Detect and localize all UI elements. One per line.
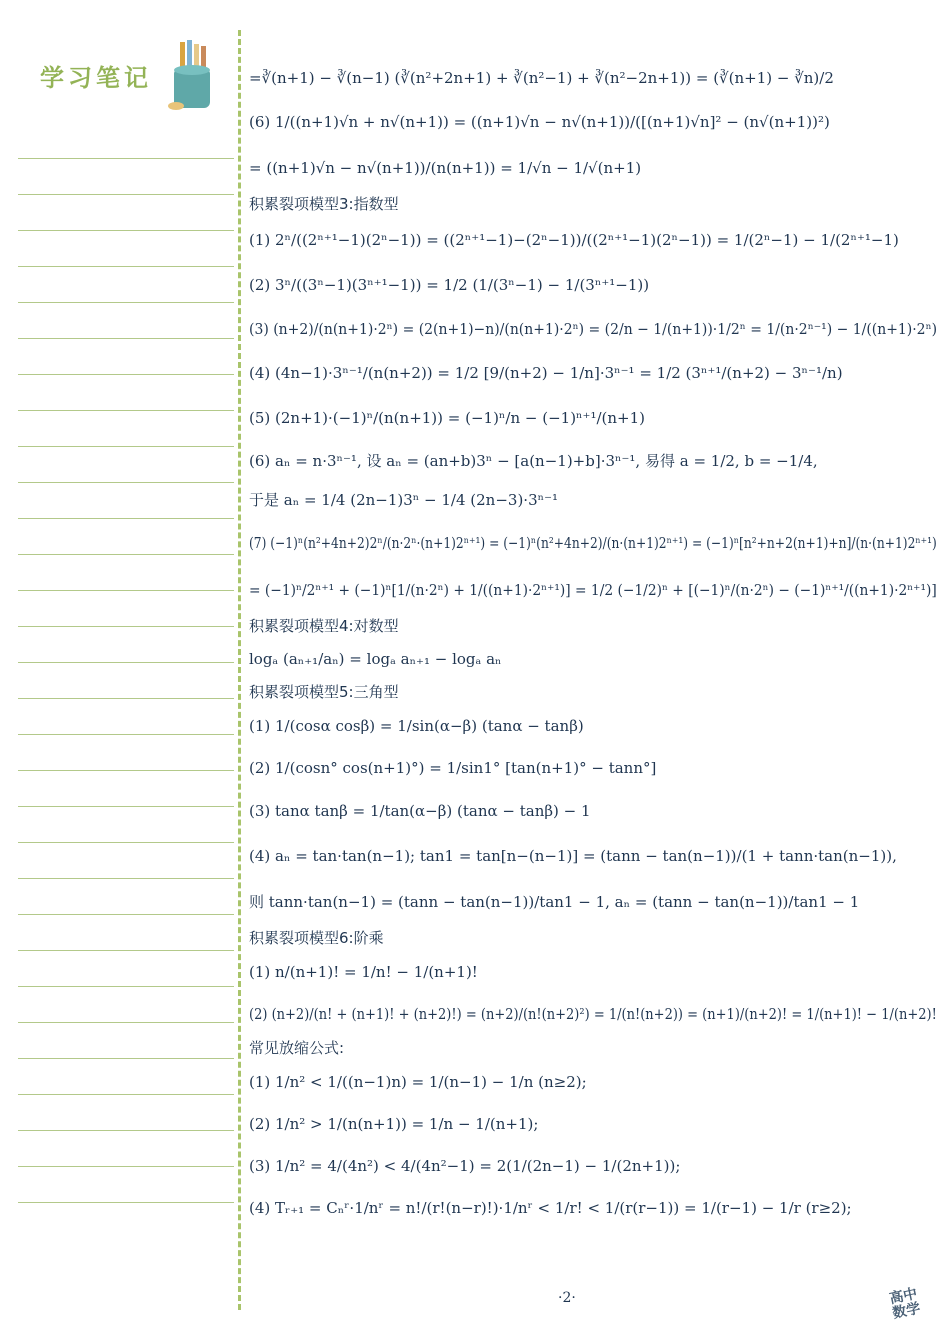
- formula-line: [249, 568, 939, 614]
- note-line: [18, 1202, 234, 1203]
- formula-line: [249, 834, 939, 880]
- formula-line: [249, 1062, 939, 1104]
- formula-text: = (−1)ⁿ/2ⁿ⁺¹ + (−1)ⁿ[1/(n·2ⁿ) + 1/((n+1)·2ⁿ⁺¹)] = 1/2 (−1/2)ⁿ + [(−1)ⁿ/(n·2ⁿ) − (−1)ⁿ⁺¹/((n+1)·2ⁿ⁺¹)]: [249, 581, 937, 600]
- formula-text: (4) Tᵣ₊₁ = Cₙʳ·1/nʳ = n!/(r!(n−r)!)·1/nʳ < 1/r! < 1/(r(r−1)) = 1/(r−1) − 1/r (r≥2);: [249, 1199, 852, 1218]
- formula-line: [249, 442, 939, 482]
- formula-text: = ((n+1)√n − n√(n+1))/(n(n+1)) = 1/√n − 1/√(n+1): [249, 159, 642, 178]
- note-line: [18, 698, 234, 699]
- section-heading: 常见放缩公式:: [249, 1039, 345, 1058]
- formula-text: (2) 1/(cosn° cos(n+1)°) = 1/sin1° [tan(n+1)° − tann°]: [249, 759, 657, 778]
- brand-title: 学习笔记: [40, 64, 152, 92]
- note-line: [18, 446, 234, 447]
- formula-line: [249, 790, 939, 834]
- note-line: [18, 770, 234, 771]
- formula-line: [249, 146, 939, 192]
- note-line: [18, 1166, 234, 1167]
- formula-line: [249, 218, 939, 264]
- formula-text: (3) 1/n² = 4/(4n²) < 4/(4n²−1) = 2(1/(2n−1) − 1/(2n+1));: [249, 1157, 681, 1176]
- formula-text: (1) n/(n+1)! = 1/n! − 1/(n+1)!: [249, 963, 478, 982]
- note-line: [18, 194, 234, 195]
- formula-line: [249, 396, 939, 442]
- formula-line: [249, 1188, 939, 1230]
- formula-text: (2) (n+2)/(n! + (n+1)! + (n+2)!) = (n+2)/(n!(n+2)²) = 1/(n!(n+2)) = (n+1)/(n+2)! = 1/(n+1)! − 1/(n+2)!: [249, 1005, 937, 1024]
- section-heading: 积累裂项模型4:对数型: [249, 617, 399, 636]
- note-line: [18, 338, 234, 339]
- note-line: [18, 878, 234, 879]
- formula-line: [249, 352, 939, 396]
- note-line: [18, 1058, 234, 1059]
- section-heading: 积累裂项模型3:指数型: [249, 195, 399, 214]
- note-line: [18, 734, 234, 735]
- note-line: [18, 374, 234, 375]
- formula-text: 则 tann·tan(n−1) = (tann − tan(n−1))/tan1 − 1, aₙ = (tann − tan(n−1))/tan1 − 1: [249, 893, 860, 912]
- formula-text: (1) 1/(cosα cosβ) = 1/sin(α−β) (tanα − tanβ): [249, 717, 584, 736]
- note-line: [18, 410, 234, 411]
- note-line: [18, 950, 234, 951]
- formula-text: 于是 aₙ = 1/4 (2n−1)3ⁿ − 1/4 (2n−3)·3ⁿ⁻¹: [249, 491, 559, 510]
- formula-line: [249, 994, 939, 1036]
- notes-sidebar: [0, 0, 238, 1344]
- section-heading: 积累裂项模型6:阶乘: [249, 929, 384, 948]
- formula-text: logₐ (aₙ₊₁/aₙ) = logₐ aₙ₊₁ − logₐ aₙ: [249, 650, 502, 669]
- formula-text: (6) aₙ = n·3ⁿ⁻¹, 设 aₙ = (an+b)3ⁿ − [a(n−1)+b]·3ⁿ⁻¹, 易得 a = 1/2, b = −1/4,: [249, 452, 818, 471]
- note-line: [18, 626, 234, 627]
- formula-line: [249, 100, 939, 146]
- note-line: [18, 806, 234, 807]
- formula-line: [249, 880, 939, 926]
- formula-text: (3) (n+2)/(n(n+1)·2ⁿ) = (2(n+1)−n)/(n(n+1)·2ⁿ) = (2/n − 1/(n+1))·1/2ⁿ = 1/(n·2ⁿ⁻¹) − 1/((n+1)·2ⁿ): [249, 320, 938, 339]
- formula-line: [249, 640, 939, 680]
- formula-line: [249, 1104, 939, 1146]
- formula-line: [249, 706, 939, 748]
- note-line: [18, 590, 234, 591]
- note-line: [18, 158, 234, 159]
- page-number: ·2·: [558, 1290, 576, 1306]
- formula-text: (6) 1/((n+1)√n + n√(n+1)) = ((n+1)√n − n√(n+1))/([(n+1)√n]² − (n√(n+1))²): [249, 113, 830, 132]
- note-line: [18, 1094, 234, 1095]
- formula-line: [249, 482, 939, 520]
- section-heading: 积累裂项模型5:三角型: [249, 683, 399, 702]
- note-line: [18, 1022, 234, 1023]
- note-line: [18, 554, 234, 555]
- note-line: [18, 842, 234, 843]
- note-line: [18, 266, 234, 267]
- formula-line: [249, 1146, 939, 1188]
- formula-text: (1) 2ⁿ/((2ⁿ⁺¹−1)(2ⁿ−1)) = ((2ⁿ⁺¹−1)−(2ⁿ−1))/((2ⁿ⁺¹−1)(2ⁿ−1)) = 1/(2ⁿ−1) − 1/(2ⁿ⁺¹−1): [249, 231, 899, 250]
- formula-text: (5) (2n+1)·(−1)ⁿ/(n(n+1)) = (−1)ⁿ/n − (−1)ⁿ⁺¹/(n+1): [249, 409, 645, 428]
- note-line: [18, 986, 234, 987]
- formula-text: (7) (−1)ⁿ(n²+4n+2)2ⁿ/(n·2ⁿ·(n+1)2ⁿ⁺¹) = (−1)ⁿ(n²+4n+2)/(n·(n+1)2ⁿ⁺¹) = (−1)ⁿ[n²+n+2(n+1)+n]/(n·(n+1)2ⁿ⁺¹): [249, 534, 937, 553]
- formula-content: [249, 58, 939, 1230]
- note-line: [18, 1130, 234, 1131]
- formula-line: [249, 748, 939, 790]
- dashed-divider: [238, 30, 241, 1310]
- formula-text: (4) (4n−1)·3ⁿ⁻¹/(n(n+2)) = 1/2 [9/(n+2) − 1/n]·3ⁿ⁻¹ = 1/2 (3ⁿ⁺¹/(n+2) − 3ⁿ⁻¹/n): [249, 364, 843, 383]
- note-line: [18, 482, 234, 483]
- pencil-cup-icon: [166, 40, 214, 112]
- formula-text: (1) 1/n² < 1/((n−1)n) = 1/(n−1) − 1/n (n≥2);: [249, 1073, 587, 1092]
- formula-text: =∛(n+1) − ∛(n−1) (∛(n²+2n+1) + ∛(n²−1) + ∛(n²−2n+1)) = (∛(n+1) − ∛n)/2: [249, 69, 834, 88]
- note-line: [18, 662, 234, 663]
- formula-text: (3) tanα tanβ = 1/tan(α−β) (tanα − tanβ) − 1: [249, 802, 591, 821]
- site-logo: 高中数学: [888, 1285, 922, 1322]
- formula-text: (4) aₙ = tan·tan(n−1); tan1 = tan[n−(n−1)] = (tann − tan(n−1))/(1 + tann·tan(n−1)),: [249, 847, 897, 866]
- formula-line: [249, 952, 939, 994]
- note-line: [18, 518, 234, 519]
- formula-text: (2) 1/n² > 1/(n(n+1)) = 1/n − 1/(n+1);: [249, 1115, 539, 1134]
- formula-line: [249, 58, 939, 100]
- formula-text: (2) 3ⁿ/((3ⁿ−1)(3ⁿ⁺¹−1)) = 1/2 (1/(3ⁿ−1) − 1/(3ⁿ⁺¹−1)): [249, 276, 650, 295]
- note-line: [18, 302, 234, 303]
- note-line: [18, 230, 234, 231]
- formula-line: [249, 308, 939, 352]
- formula-line: [249, 264, 939, 308]
- formula-line: [249, 520, 939, 568]
- note-line: [18, 914, 234, 915]
